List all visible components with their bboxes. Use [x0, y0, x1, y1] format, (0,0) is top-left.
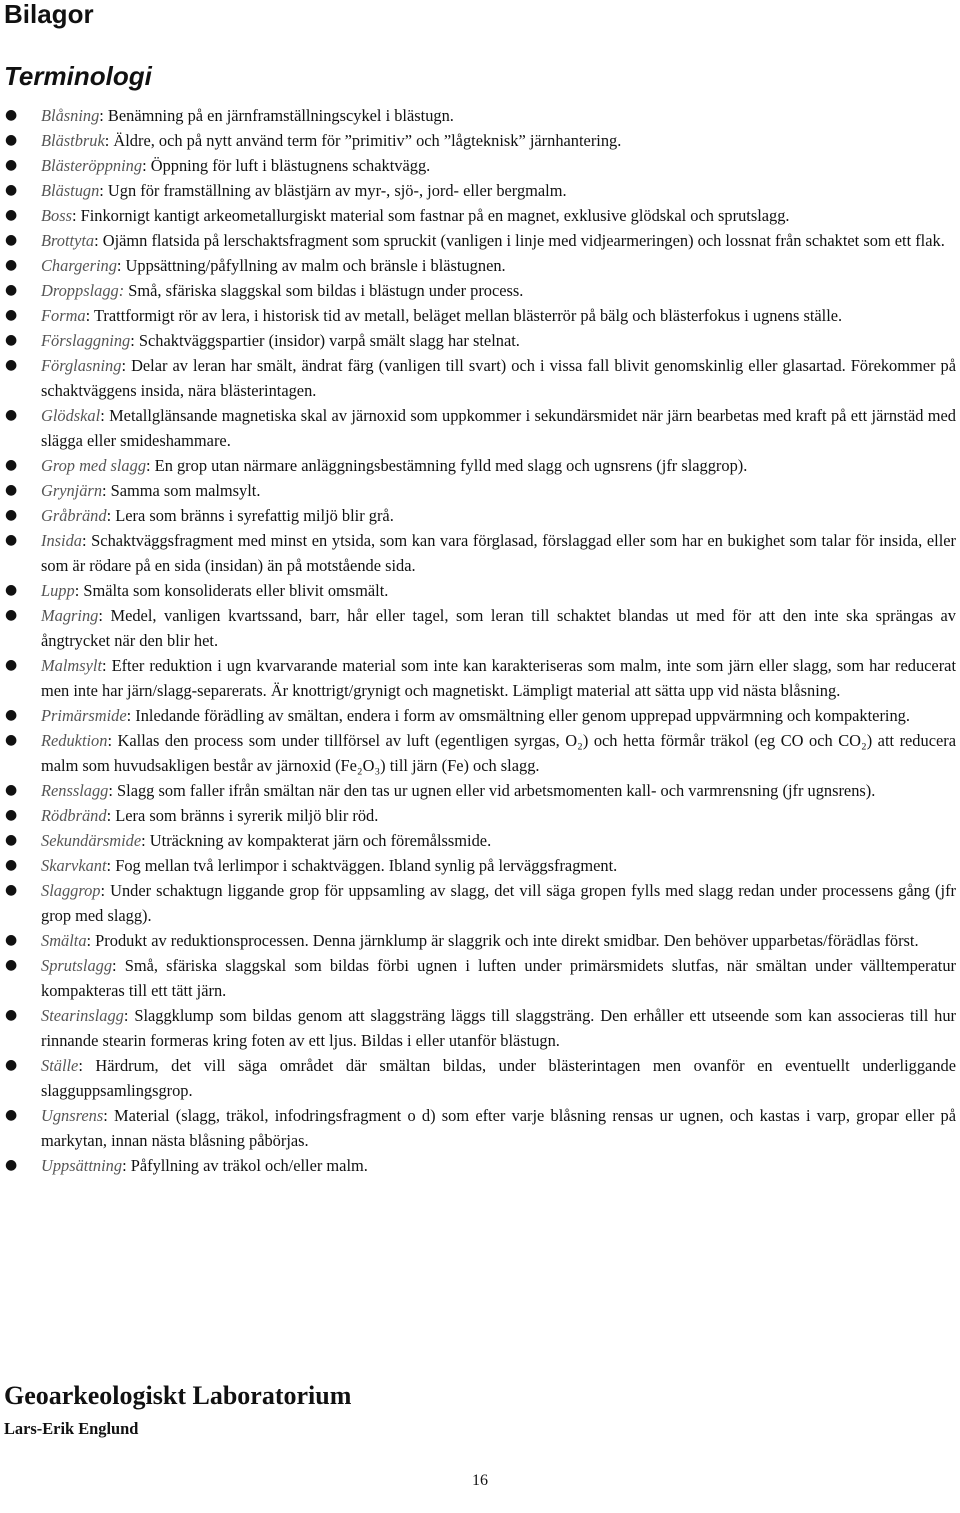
terminology-entry — [0, 228, 960, 253]
term-definition: : Lera som bränns i syrefattig miljö blir grå. — [106, 506, 394, 525]
term-definition: : Samma som malmsylt. — [102, 481, 261, 500]
terminology-entry — [0, 403, 960, 453]
bullet-icon: ● — [5, 932, 18, 948]
terminology-entry — [0, 1103, 960, 1153]
term-name: Glödskal — [41, 406, 101, 425]
term-definition: : Material (slagg, träkol, infodringsfragment o d) som efter varje blåsning rensas ur ugnen, och kastas i varp, gropar eller på markytan, innan nästa blåsning påbörjas. — [41, 1106, 956, 1150]
term-name: Skarvkant — [41, 856, 107, 875]
term-definition: : Benämning på en järnframställningscykel i blästugn. — [99, 106, 454, 125]
bullet-icon: ● — [5, 357, 18, 373]
term-definition: : Fog mellan två lerlimpor i schaktväggen. Ibland synlig på lerväggsfragment. — [106, 856, 618, 875]
terminology-list — [0, 103, 960, 1178]
term-definition: : Slaggklump som bildas genom att slaggsträng läggs till slaggsträng. Den erhåller ett utseende som kan associeras till hur rinnande stearin formeras kring foten av ett ljus. Bildas i eller utanför blästugn. — [41, 1006, 956, 1050]
term-name: Sprutslagg — [41, 956, 113, 975]
terminology-entry — [0, 528, 960, 578]
term-name: Slaggrop — [41, 881, 101, 900]
terminology-entry — [0, 178, 960, 203]
term-name: Förslaggning — [41, 331, 131, 350]
term-definition: : Smälta som konsoliderats eller blivit omsmält. — [74, 581, 389, 600]
term-definition: : Metallglänsande magnetiska skal av järnoxid som uppkommer i sekundärsmidet när järn bearbetas med kraft på ett järnstäd med slägga eller smideshammare. — [41, 406, 956, 450]
term-definition: : Ugn för framställning av blästjärn av myr-, sjö-, jord- eller bergmalm. — [99, 181, 567, 200]
term-name: Primärsmide — [41, 706, 127, 725]
term-definition: : Finkornigt kantigt arkeometallurgiskt material som fastnar på en magnet, exklusive glödskal och sprutslagg. — [71, 206, 790, 225]
bullet-icon: ● — [5, 232, 18, 248]
terminology-entry — [0, 828, 960, 853]
lab-heading: Geoarkeologiskt Laboratorium — [4, 1381, 352, 1410]
bullet-icon: ● — [5, 132, 18, 148]
term-name: Blästugn — [41, 181, 100, 200]
terminology-entry — [0, 603, 960, 653]
bullet-icon: ● — [5, 1107, 18, 1123]
term-definition: : Schaktväggspartier (insidor) varpå smält slagg har stelnat. — [130, 331, 520, 350]
term-name: Rensslagg — [41, 781, 109, 800]
author-name: Lars-Erik Englund — [4, 1419, 139, 1438]
term-name: Reduktion — [41, 731, 108, 750]
bullet-icon: ● — [5, 1057, 18, 1073]
term-name: Insida — [41, 531, 82, 550]
term-definition: Små, sfäriska slaggskal som bildas i blästugn under process. — [124, 281, 524, 300]
term-name: Uppsättning — [41, 1156, 123, 1175]
bullet-icon: ● — [5, 507, 18, 523]
bullet-icon: ● — [5, 1157, 18, 1173]
bullet-icon: ● — [5, 807, 18, 823]
term-name: Sekundärsmide — [41, 831, 142, 850]
bullet-icon: ● — [5, 332, 18, 348]
bullet-icon: ● — [5, 607, 18, 623]
bullet-icon: ● — [5, 1007, 18, 1023]
term-definition: : Uppsättning/påfyllning av malm och bränsle i blästugnen. — [116, 256, 506, 275]
term-name: Ugnsrens — [41, 1106, 104, 1125]
term-definition: : Små, sfäriska slaggskal som bildas förbi ugnen i luften under primärsmidets slutfas, när smältan under välltemperatur kompakteras till ett tätt järn. — [41, 956, 956, 1000]
bullet-icon: ● — [5, 732, 18, 748]
terminology-entry — [0, 928, 960, 953]
terminology-entry — [0, 303, 960, 328]
term-definition: : Efter reduktion i ugn kvarvarande material som inte kan karakteriseras som malm, inte som järn eller slagg, som har reducerat men inte har järn/slagg-separerats. Är knottrigt/grynigt och magnetiskt. Lämpligt material att sätta upp vid nästa blåsning. — [41, 656, 956, 700]
term-name: Droppslagg: — [41, 281, 125, 300]
term-definition: : Trattformigt rör av lera, i historisk tid av metall, beläget mellan blästerrör på bälg och blästerfokus i ugnens ställe. — [85, 306, 843, 325]
term-definition: : Medel, vanligen kvartssand, barr, hår eller tagel, som leran till schaktet blandas ut med för att den inte ska sprängas av ångtrycket när den blir het. — [41, 606, 956, 650]
term-definition: : Schaktväggsfragment med minst en ytsida, som kan vara förglasad, förslaggad eller som har en bukighet som talar för insida, eller som är rödare på en sida (insidan) än på motstående sida. — [41, 531, 956, 575]
terminology-entry — [0, 478, 960, 503]
bullet-icon: ● — [5, 957, 18, 973]
term-name: Blästbruk — [41, 131, 105, 150]
term-name: Chargering — [41, 256, 117, 275]
term-definition: : Kallas den process som under tillförsel av luft (egentligen syrgas, O₂) och hetta förmår träkol (eg CO och CO₂) att reducera malm som huvudsakligen består av järnoxid (Fe₂O₃) till järn (Fe) och slagg. — [41, 731, 956, 775]
term-definition: : Inledande förädling av smältan, endera i form av omsmältning eller genom upprepad uppvärmning och kompaktering. — [126, 706, 910, 725]
terminology-entry — [0, 453, 960, 478]
bullet-icon: ● — [5, 707, 18, 723]
term-definition: : Äldre, och på nytt använd term för ”primitiv” och ”lågteknisk” järnhantering. — [104, 131, 622, 150]
term-definition: : Påfyllning av träkol och/eller malm. — [122, 1156, 368, 1175]
terminology-entry — [0, 503, 960, 528]
page-heading: Bilagor — [4, 0, 94, 29]
bullet-icon: ● — [5, 307, 18, 323]
terminology-entry — [0, 953, 960, 1003]
term-definition: : Ojämn flatsida på lerschaktsfragment som spruckit (vanligen i linje med vidjearmeringen) och lossnat från schaktet som ett flak. — [94, 231, 945, 250]
term-definition: : Öppning för luft i blästugnens schaktvägg. — [142, 156, 431, 175]
terminology-entry — [0, 203, 960, 228]
terminology-entry — [0, 128, 960, 153]
terminology-entry — [0, 878, 960, 928]
bullet-icon: ● — [5, 257, 18, 273]
terminology-entry — [0, 728, 960, 778]
term-definition: : Produkt av reduktionsprocessen. Denna järnklump är slaggrik och inte direkt smidbar. Den behöver upparbetas/förädlas först. — [86, 931, 919, 950]
terminology-entry — [0, 803, 960, 828]
terminology-entry — [0, 1003, 960, 1053]
bullet-icon: ● — [5, 882, 18, 898]
term-name: Förglasning — [41, 356, 122, 375]
terminology-entry — [0, 103, 960, 128]
terminology-entry — [0, 703, 960, 728]
bullet-icon: ● — [5, 107, 18, 123]
term-name: Grop med slagg — [41, 456, 147, 475]
term-name: Stearinslagg — [41, 1006, 124, 1025]
bullet-icon: ● — [5, 457, 18, 473]
term-name: Brottyta — [41, 231, 95, 250]
term-definition: : Slagg som faller ifrån smältan när den tas ur ugnen eller vid arbetsmomenten kall- och varmrensning (jfr ugnsrens). — [108, 781, 876, 800]
term-definition: : Under schaktugn liggande grop för uppsamling av slagg, det vill säga gropen fylls med slagg redan under processens gång (jfr grop med slagg). — [41, 881, 956, 925]
bullet-icon: ● — [5, 857, 18, 873]
terminology-entry — [0, 328, 960, 353]
section-title: Terminologi — [4, 61, 152, 91]
bullet-icon: ● — [5, 182, 18, 198]
bullet-icon: ● — [5, 782, 18, 798]
bullet-icon: ● — [5, 207, 18, 223]
terminology-entry — [0, 1053, 960, 1103]
terminology-entry — [0, 578, 960, 603]
bullet-icon: ● — [5, 157, 18, 173]
bullet-icon: ● — [5, 407, 18, 423]
bullet-icon: ● — [5, 282, 18, 298]
term-name: Gråbränd — [41, 506, 107, 525]
terminology-entry — [0, 1153, 960, 1178]
bullet-icon: ● — [5, 657, 18, 673]
terminology-entry — [0, 853, 960, 878]
term-name: Lupp — [41, 581, 75, 600]
bullet-icon: ● — [5, 582, 18, 598]
term-name: Blästeröppning — [41, 156, 143, 175]
term-definition: : Delar av leran har smält, ändrat färg (vanligen till svart) och i vissa fall blivit genomskinlig eller glasartad. Förekommer på schaktväggens insida, nära blästerintagen. — [41, 356, 956, 400]
terminology-entry — [0, 653, 960, 703]
page-number: 16 — [472, 1472, 488, 1489]
bullet-icon: ● — [5, 482, 18, 498]
term-definition: : Uträckning av kompakterat järn och föremålssmide. — [141, 831, 492, 850]
terminology-entry — [0, 253, 960, 278]
term-name: Smälta — [41, 931, 87, 950]
term-definition: : Härdrum, det vill säga området där smältan bildas, under blästerintagen men ovanför en eventuellt underliggande slagguppsamlingsgrop. — [41, 1056, 956, 1100]
term-name: Forma — [41, 306, 86, 325]
terminology-entry — [0, 353, 960, 403]
term-name: Ställe — [41, 1056, 79, 1075]
term-name: Magring — [41, 606, 99, 625]
term-name: Malmsylt — [41, 656, 103, 675]
term-name: Boss — [41, 206, 72, 225]
term-name: Grynjärn — [41, 481, 103, 500]
bullet-icon: ● — [5, 532, 18, 548]
term-name: Blåsning — [41, 106, 100, 125]
term-definition: : En grop utan närmare anläggningsbestämning fylld med slagg och ugnsrens (jfr slaggrop). — [146, 456, 748, 475]
bullet-icon: ● — [5, 832, 18, 848]
terminology-entry — [0, 278, 960, 303]
term-definition: : Lera som bränns i syrerik miljö blir röd. — [106, 806, 379, 825]
terminology-entry — [0, 153, 960, 178]
term-name: Rödbränd — [41, 806, 107, 825]
terminology-entry — [0, 778, 960, 803]
